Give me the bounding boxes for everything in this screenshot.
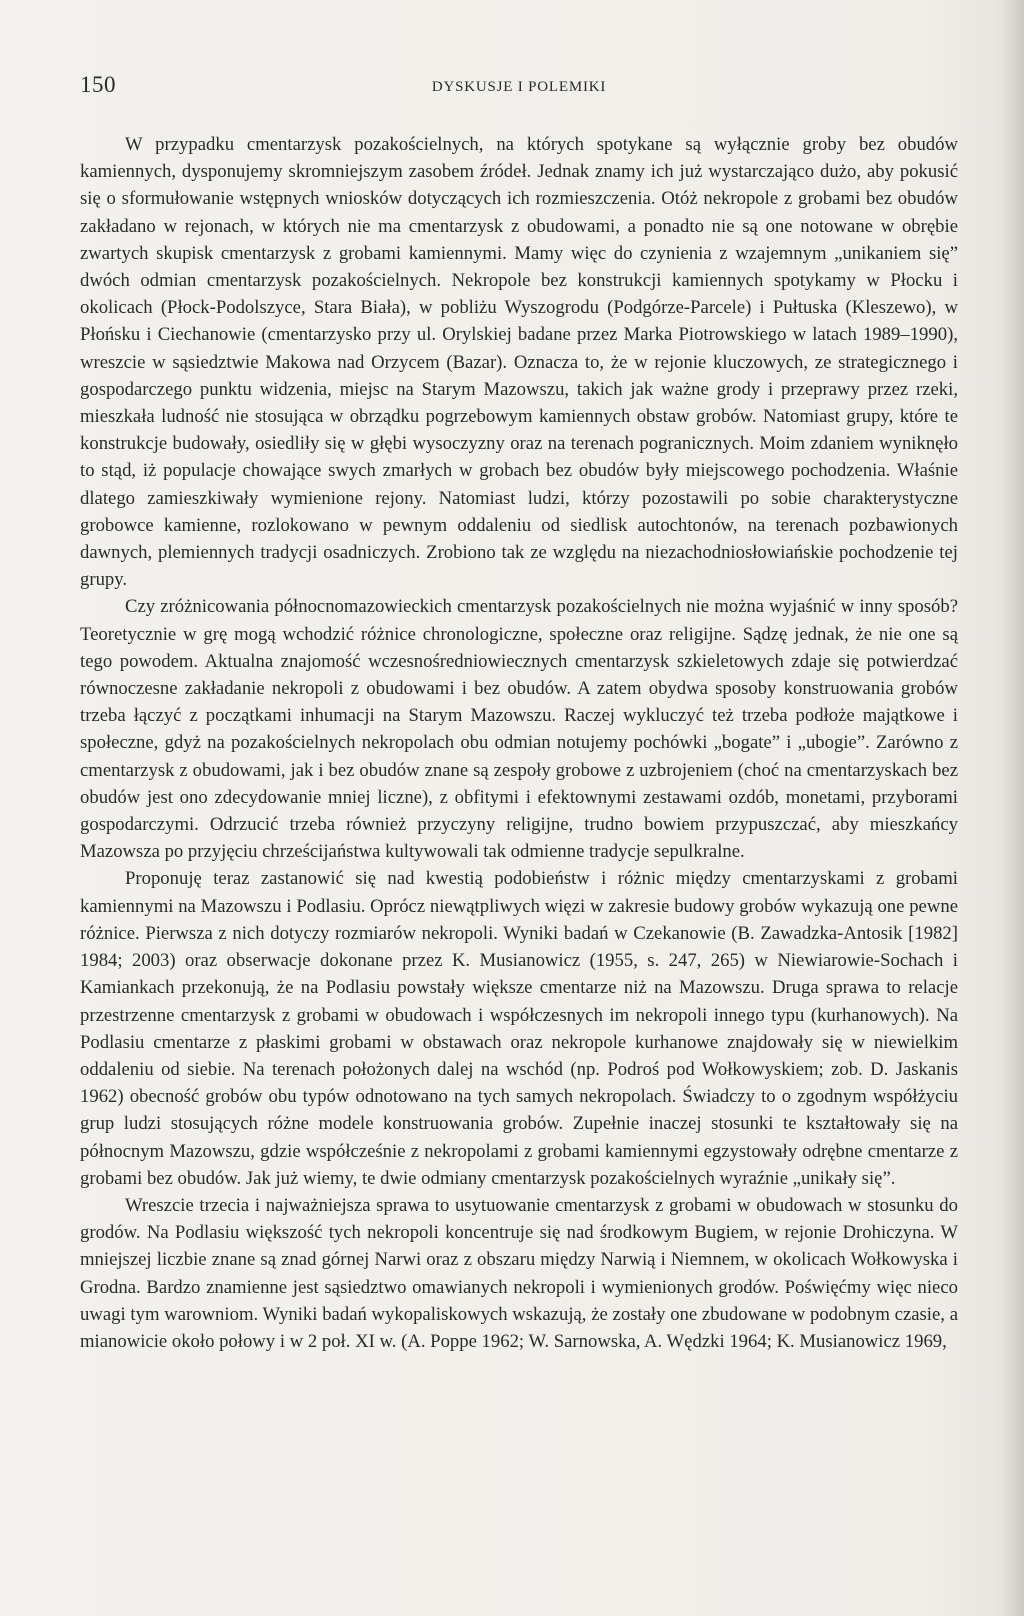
page-number: 150 bbox=[80, 72, 116, 97]
page-edge-shadow bbox=[1002, 0, 1024, 1616]
body-text bbox=[80, 131, 958, 1355]
running-title: DYSKUSJE I POLEMIKI bbox=[431, 79, 607, 95]
paragraph: Czy zróżnicowania północnomazowieckich cmentarzysk pozakościelnych nie można wyjaśnić w inny sposób? Teoretycznie w grę mogą wchodzić różnice chronologiczne, społeczne oraz religijne. Sądzę jednak, że nie one są tego powodem. Aktualna znajomość wczesnośredniowiecznych cmentarzysk szkieletowych zdaje się potwierdzać równoczesne zakładanie nekropoli z obudowami i bez obudów. A zatem obydwa sposoby konstruowania grobów trzeba łączyć z początkami inhumacji na Starym Mazowszu. Raczej wykluczyć też trzeba podłoże majątkowe i społeczne, gdyż na pozakościelnych nekropolach obu odmian notujemy pochówki „bogate” i „ubogie”. Zarówno z cmentarzysk z obudowami, jak i bez obudów znane są zespoły grobowe z uzbrojeniem (choć na cmentarzyskach bez obudów jest ono zdecydowanie mniej liczne), z obfitymi i efektownymi zestawami ozdób, monetami, przyborami gospodarczymi. Odrzucić trzeba również przyczyny religijne, trudno bowiem przypuszczać, aby mieszkańcy Mazowsza po przyjęciu chrześcijaństwa kultywowali tak odmienne tradycje sepulkralne. bbox=[80, 596, 958, 863]
paragraph: W przypadku cmentarzysk pozakościelnych, na których spotykane są wyłącznie groby bez obudów kamiennych, dysponujemy skromniejszym zasobem źródeł. Jednak znamy ich już wystarczająco dużo, aby pokusić się o sformułowanie wstępnych wniosków dotyczących ich rozmieszczenia. Otóż nekropole z grobami bez obudów zakładano w rejonach, w których nie ma cmentarzysk z obudowami, a ponadto nie są one notowane w obrębie zwartych skupisk cmentarzysk z grobami kamiennymi. Mamy więc do czynienia z wzajemnym „unikaniem się” dwóch odmian cmentarzysk pozakościelnych. Nekropole bez konstrukcji kamiennych spotykamy w Płocku i okolicach (Płock-Podolszyce, Stara Biała), w pobliżu Wyszogrodu (Podgórze-Parcele) i Pułtuska (Kleszewo), w Płońsku i Ciechanowie (cmentarzysko przy ul. Orylskiej badane przez Marka Piotrowskiego w latach 1989–1990), wreszcie w sąsiedztwie Makowa nad Orzycem (Bazar). Oznacza to, że w rejonie kluczowych, ze strategicznego i gospodarczego punktu widzenia, miejsc na Starym Mazowszu, takich jak ważne grody i przeprawy przez rzeki, mieszkała ludność nie stosująca w obrządku pogrzebowym kamiennych obstaw grobów. Natomiast grupy, które te konstrukcje budowały, osiedliły się w głębi wysoczyzny oraz na terenach pogranicznych. Moim zdaniem wyniknęło to stąd, iż populacje chowające swych zmarłych w grobach bez obudów były miejscowego pochodzenia. Właśnie dlatego zamieszkiwały wymienione rejony. Natomiast ludzi, którzy pozostawili po sobie charakterystyczne grobowce kamienne, rozlokowano w pewnym oddaleniu od siedlisk autochtonów, na terenach pozbawionych dawnych, plemiennych tradycji osadniczych. Zrobiono tak ze względu na niezachodniosłowiańskie pochodzenie tej grupy. bbox=[80, 134, 958, 591]
page-header bbox=[80, 72, 958, 112]
paragraph: Proponuję teraz zastanowić się nad kwestią podobieństw i różnic między cmentarzyskami z grobami kamiennymi na Mazowszu i Podlasiu. Oprócz niewątpliwych więzi w zakresie budowy grobów wykazują one pewne różnice. Pierwsza z nich dotyczy rozmiarów nekropoli. Wyniki badań w Czekanowie (B. Zawadzka-Antosik [1982] 1984; 2003) oraz obserwacje dokonane przez K. Musianowicz (1955, s. 247, 265) w Niewiarowie-Sochach i Kamiankach przekonują, że na Podlasiu powstały większe cmentarze niż na Mazowszu. Druga sprawa to relacje przestrzenne cmentarzysk z grobami w obudowach i współczesnych im nekropoli innego typu (kurhanowych). Na Podlasiu cmentarze z płaskimi grobami w obstawach oraz nekropole kurhanowe znajdowały się w niewielkim oddaleniu od siebie. Na terenach położonych dalej na wschód (np. Podroś pod Wołkowyskiem; zob. D. Jaskanis 1962) obecność grobów obu typów odnotowano na tych samych nekropolach. Świadczy to o zgodnym współżyciu grup ludzi stosujących różne modele konstruowania grobów. Zupełnie inaczej stosunki te kształtowały się na północnym Mazowszu, gdzie współcześnie z nekropolami z grobami kamiennymi egzystowały odrębne cmentarze z grobami bez obudów. Jak już wiemy, te dwie odmiany cmentarzysk pozakościelnych wyraźnie „unikały się”. bbox=[80, 868, 958, 1189]
paragraph: Wreszcie trzecia i najważniejsza sprawa to usytuowanie cmentarzysk z grobami w obudowach w stosunku do grodów. Na Podlasiu większość tych nekropoli koncentruje się nad środkowym Bugiem, w rejonie Drohiczyna. W mniejszej liczbie znane są znad górnej Narwi oraz z obszaru między Narwią i Niemnem, w okolicach Wołkowyska i Grodna. Bardzo znamienne jest sąsiedztwo omawianych nekropoli i wymienionych grodów. Poświęćmy więc nieco uwagi tym warowniom. Wyniki badań wykopaliskowych wskazują, że zostały one zbudowane w podobnym czasie, a mianowicie około połowy i w 2 poł. XI w. (A. Poppe 1962; W. Sarnowska, A. Wędzki 1964; K. Musianowicz 1969, bbox=[80, 1194, 958, 1352]
